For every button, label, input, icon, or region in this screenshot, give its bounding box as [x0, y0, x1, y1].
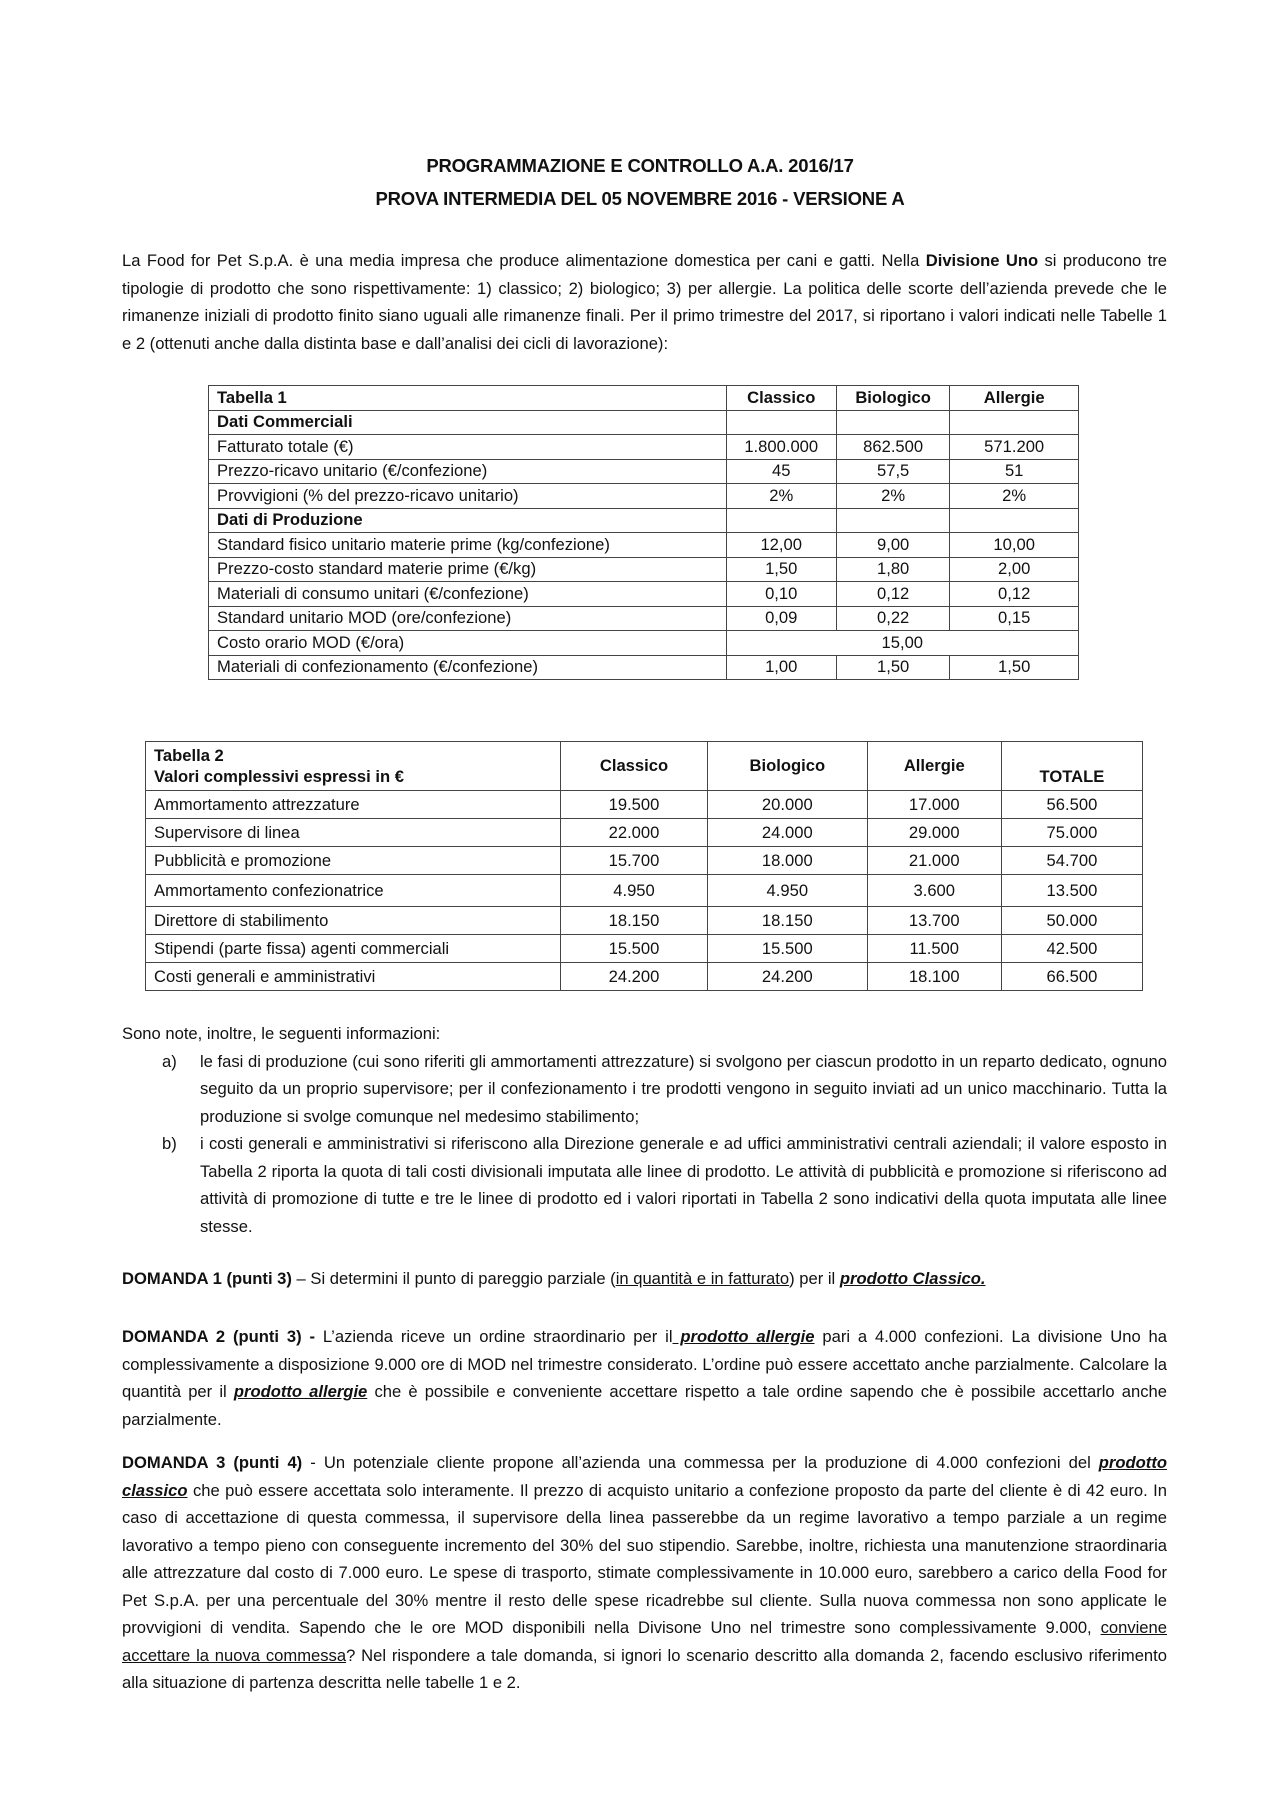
table-2 [145, 741, 1143, 991]
cell: 51 [950, 459, 1079, 484]
list-item-label: b) [162, 1134, 177, 1153]
question-3-heading: DOMANDA 3 (punti 4) [122, 1453, 303, 1472]
cell: 2% [836, 484, 949, 509]
row-label: Provvigioni (% del prezzo-ricavo unitario) [209, 484, 727, 509]
cell: 66.500 [1001, 963, 1142, 991]
section-header: Dati Commerciali [209, 410, 727, 435]
table2-title [146, 742, 561, 791]
cell: 22.000 [561, 819, 708, 847]
list-item-text: i costi generali e amministrativi si riferiscono alla Direzione generale e ad uffici amministrativi centrali aziendali; il valore esposto in Tabella 2 riporta la quota di tali costi divisionali imputata alle linee di prodotto. Le attività di pubblicità e promozione si riferiscono ad attività di promozione di tutte e tre le linee di prodotto ed i valori riportati in Tabella 2 sono indicativi della quota imputata alle linee stesse. [200, 1134, 1167, 1236]
emphasized-text: prodotto Classico. [839, 1269, 986, 1288]
table-row [209, 582, 1079, 607]
row-label: Materiali di confezionamento (€/confezione) [209, 655, 727, 680]
list-item [122, 1130, 1167, 1240]
row-label: Prezzo-ricavo unitario (€/confezione) [209, 459, 727, 484]
table-row [146, 742, 1143, 791]
table-row [209, 410, 1079, 435]
cell: 56.500 [1001, 791, 1142, 819]
cell: 3.600 [867, 875, 1001, 907]
document-title: PROGRAMMAZIONE E CONTROLLO A.A. 2016/17 [426, 155, 854, 176]
notes-intro: Sono note, inoltre, le seguenti informazioni: [122, 1024, 441, 1043]
empty-cell [726, 410, 836, 435]
empty-cell [836, 410, 949, 435]
cell: 2,00 [950, 557, 1079, 582]
question-3 [122, 1449, 1167, 1697]
emphasized-text: prodotto classico [122, 1453, 1167, 1500]
cell: 2% [726, 484, 836, 509]
table-row [146, 847, 1143, 875]
question-1 [122, 1265, 1167, 1293]
table-row [209, 508, 1079, 533]
cell: 15.500 [561, 935, 708, 963]
cell: 1,50 [950, 655, 1079, 680]
intro-text-2: si producono tre tipologie di prodotto che sono rispettivamente: 1) classico; 2) biologico; 3) per allergie. La politica delle scorte dell’azienda prevede che le rimanenze iniziali di prodotto finito siano uguali alle rimanenze finali. Per il primo trimestre del 2017, si riportano i valori indicati nelle Tabelle 1 e 2 (ottenuti anche dalla distinta base e dall’analisi dei cicli di lavorazione): [122, 251, 1168, 353]
empty-cell [836, 508, 949, 533]
table-row [209, 435, 1079, 460]
cell: 12,00 [726, 533, 836, 558]
table-row [209, 557, 1079, 582]
cell: 18.150 [708, 907, 868, 935]
table-row [209, 631, 1079, 656]
question-2-heading: DOMANDA 2 (punti 3) - [122, 1327, 316, 1346]
cell: 24.000 [708, 819, 868, 847]
row-label: Direttore di stabilimento [146, 907, 561, 935]
row-label: Fatturato totale (€) [209, 435, 727, 460]
table-row [209, 533, 1079, 558]
table-row [146, 935, 1143, 963]
col-header-biologico: Biologico [708, 742, 868, 791]
question-text: pari a 4.000 confezioni. La divisione Uno ha complessivamente a disposizione 9.000 ore di MOD nel trimestre considerato. L’ordine può essere accettato anche parzialmente. Calcolare la quantità per il [122, 1327, 1167, 1401]
row-label: Costo orario MOD (€/ora) [209, 631, 727, 656]
list-item [122, 1048, 1167, 1131]
table-1 [208, 385, 1079, 680]
cell: 13.500 [1001, 875, 1142, 907]
cell: 18.150 [561, 907, 708, 935]
cell: 18.000 [708, 847, 868, 875]
question-1-heading: DOMANDA 1 (punti 3) [122, 1269, 292, 1288]
cell: 24.200 [708, 963, 868, 991]
row-label: Standard unitario MOD (ore/confezione) [209, 606, 727, 631]
question-text: - Un potenziale cliente propone all’azienda una commessa per la produzione di 4.000 confezioni del [302, 1453, 1099, 1472]
cell: 24.200 [561, 963, 708, 991]
emphasized-text: prodotto allergie [233, 1382, 368, 1401]
row-label: Pubblicità e promozione [146, 847, 561, 875]
row-label: Stipendi (parte fissa) agenti commerciali [146, 935, 561, 963]
merged-cell: 15,00 [726, 631, 1078, 656]
cell: 0,10 [726, 582, 836, 607]
question-text: L’azienda riceve un ordine straordinario per il [315, 1327, 673, 1346]
cell: 29.000 [867, 819, 1001, 847]
table-row [209, 655, 1079, 680]
cell: 19.500 [561, 791, 708, 819]
question-2 [122, 1323, 1167, 1433]
row-label: Materiali di consumo unitari (€/confezione) [209, 582, 727, 607]
cell: 15.700 [561, 847, 708, 875]
cell: 18.100 [867, 963, 1001, 991]
row-label: Standard fisico unitario materie prime (kg/confezione) [209, 533, 727, 558]
col-header-allergie: Allergie [867, 742, 1001, 791]
table2-title-line1: Tabella 2 [154, 746, 224, 765]
row-label: Ammortamento attrezzature [146, 791, 561, 819]
cell: 15.500 [708, 935, 868, 963]
col-header-biologico: Biologico [836, 386, 949, 411]
section-header: Dati di Produzione [209, 508, 727, 533]
underlined-text: conviene accettare la nuova commessa [122, 1618, 1167, 1665]
list-item-label: a) [162, 1051, 177, 1071]
question-text: che è possibile e conveniente accettare rispetto a tale ordine sapendo che è possibile accettarlo anche parzialmente. [122, 1382, 1167, 1429]
cell: 0,15 [950, 606, 1079, 631]
cell: 50.000 [1001, 907, 1142, 935]
cell: 1,50 [726, 557, 836, 582]
table-row [209, 484, 1079, 509]
cell: 54.700 [1001, 847, 1142, 875]
cell: 0,12 [950, 582, 1079, 607]
table-row [146, 963, 1143, 991]
cell: 862.500 [836, 435, 949, 460]
table-row [146, 819, 1143, 847]
intro-bold: Divisione Uno [925, 251, 1039, 270]
col-header-totale: TOTALE [1001, 742, 1142, 791]
cell: 4.950 [708, 875, 868, 907]
underlined-text: in quantità e in fatturato [615, 1269, 790, 1288]
cell: 17.000 [867, 791, 1001, 819]
row-label: Costi generali e amministrativi [146, 963, 561, 991]
table-row [146, 907, 1143, 935]
cell: 42.500 [1001, 935, 1142, 963]
question-text: ) per il [789, 1269, 840, 1288]
table2-title-line2: Valori complessivi espressi in € [154, 767, 404, 786]
table-row [209, 386, 1079, 411]
cell: 20.000 [708, 791, 868, 819]
empty-cell [950, 508, 1079, 533]
table-row [209, 606, 1079, 631]
cell: 0,09 [726, 606, 836, 631]
row-label: Supervisore di linea [146, 819, 561, 847]
empty-cell [950, 410, 1079, 435]
col-header-classico: Classico [726, 386, 836, 411]
intro-text-1: La Food for Pet S.p.A. è una media impresa che produce alimentazione domestica per cani e gatti. Nella [122, 251, 926, 270]
question-text: ? Nel rispondere a tale domanda, si ignori lo scenario descritto alla domanda 2, facendo esclusivo riferimento alla situazione di partenza descritta nelle tabelle 1 e 2. [122, 1645, 1167, 1692]
cell: 45 [726, 459, 836, 484]
cell: 1,00 [726, 655, 836, 680]
cell: 4.950 [561, 875, 708, 907]
table-row [146, 875, 1143, 907]
cell: 10,00 [950, 533, 1079, 558]
document-subtitle: PROVA INTERMEDIA DEL 05 NOVEMBRE 2016 - VERSIONE A [375, 188, 905, 209]
question-text: – Si determini il punto di pareggio parziale ( [291, 1269, 616, 1288]
emphasized-text: prodotto allergie [672, 1327, 815, 1346]
cell: 21.000 [867, 847, 1001, 875]
question-text: che può essere accettata solo interamente. Il prezzo di acquisto unitario a confezione proposto da parte del cliente è di 42 euro. In caso di accettazione di questa commessa, il supervisore della linea passerebbe da un regime lavorativo a tempo parziale a un regime lavorativo a tempo pieno con conseguente incremento del 30% del suo stipendio. Sarebbe, inoltre, richiesta una manutenzione straordinaria alle attrezzature dal costo di 7.000 euro. Le spese di trasporto, stimate complessivamente in 10.000 euro, sarebbero a carico della Food for Pet S.p.A. per una percentuale del 30% mentre il resto delle spese ricadrebbe sul cliente. Sulla nuova commessa non sono applicate le provvigioni di vendita. Sapendo che le ore MOD disponibili nella Divisone Uno nel trimestre sono complessivamente 9.000, [122, 1480, 1167, 1637]
cell: 1,80 [836, 557, 949, 582]
table1-title: Tabella 1 [209, 386, 727, 411]
cell: 2% [950, 484, 1079, 509]
list-item-text: le fasi di produzione (cui sono riferiti gli ammortamenti attrezzature) si svolgono per ciascun prodotto in un reparto dedicato, ognuno seguito da un proprio supervisore; per il confezionamento i tre prodotti vengono in seguito inviati ad un unico macchinario. Tutta la produzione si svolge comunque nel medesimo stabilimento; [200, 1051, 1167, 1126]
col-header-classico: Classico [561, 742, 708, 791]
cell: 13.700 [867, 907, 1001, 935]
cell: 57,5 [836, 459, 949, 484]
table-row [146, 791, 1143, 819]
cell: 75.000 [1001, 819, 1142, 847]
cell: 1,50 [836, 655, 949, 680]
notes-section [122, 1020, 1167, 1240]
intro-paragraph [122, 247, 1167, 357]
empty-cell [726, 508, 836, 533]
cell: 571.200 [950, 435, 1079, 460]
table-row [209, 459, 1079, 484]
cell: 0,22 [836, 606, 949, 631]
cell: 0,12 [836, 582, 949, 607]
row-label: Prezzo-costo standard materie prime (€/kg) [209, 557, 727, 582]
cell: 1.800.000 [726, 435, 836, 460]
row-label: Ammortamento confezionatrice [146, 875, 561, 907]
cell: 11.500 [867, 935, 1001, 963]
cell: 9,00 [836, 533, 949, 558]
col-header-allergie: Allergie [950, 386, 1079, 411]
